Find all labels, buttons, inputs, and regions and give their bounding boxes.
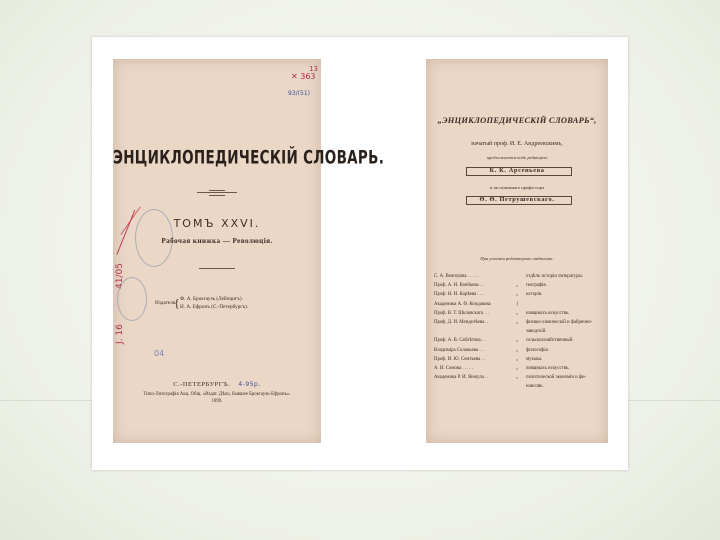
contributors-heading: При участіи редакторовъ отдѣловъ: [480,256,554,261]
contributor-row: Проф. И. Ю. Семтьева . . „ музыка. [434,356,543,362]
margin-note-2: J. 16 [115,324,125,344]
title-page-scan [113,59,385,443]
divider [199,268,235,269]
margin-number: 04 [154,349,165,358]
brace: { [174,296,180,310]
editor-2: Ѳ. Ѳ. Петрушевскаго. [479,196,555,203]
contributor-row: Проф. А. И. Воейкова . . „ географія. [434,283,547,289]
contributor-row: С. А. Венгерова . . . . . отдѣлъ исторіи литературы. [434,274,583,279]
city-name: С.-ПЕТЕРБУРГЪ. [173,381,231,388]
editor-1: К. К. Арсеньева [489,167,545,174]
volume-subtitle: Рабочая книжка — Революція. [161,237,273,245]
contributor-row: Проф. Д. И. Менделѣева. . „ физико-химическій и фабрично- [434,319,593,325]
contributor-row: А. И. Сомова . . . . . „ изящныхъ искусствъ. [434,365,570,371]
ornament-center [209,190,225,196]
library-stamp-2 [117,277,147,321]
contributor-row: Проф. В. Т. Шкловскаго. . . „ изящныхъ искусствъ. [434,310,570,316]
printer-line: Типо-Литографія Акц. Общ. «Издат. Дѣло, бывшее Брокгаузъ-Ефронъ». [143,392,291,397]
contributor-row: Владиміра Соловьева. . . „ философія. [434,347,549,353]
book-title: ЭНЦИКЛОПЕДИЧЕСКІЙ СЛОВАРЬ. [113,147,385,169]
shelf-mark: 93/(51) [288,90,310,97]
contributors-list [434,272,604,391]
handwritten-number-2: ✕ 363 [291,72,316,81]
volume-number: ТОМЪ XXVI. [173,217,261,230]
margin-note: 41/05 [115,263,125,289]
imprint-year: 1899. [211,399,223,404]
contributor-row: Проф. А. В. Саблѣтова. . . „ сельскохозяйственный. [434,338,574,344]
right-page-title: „ЭНЦИКЛОПЕДИЧЕСКІЙ СЛОВАРЬ“, [437,115,597,125]
continued-line: продолжается подъ редакціею [486,155,548,160]
contributor-row: заводскій. [526,329,547,335]
publishers-names [180,296,248,311]
scan-mount [92,37,628,470]
publishers-label: Издатели [155,300,176,306]
founder-line: начатый проф. И. Е. Андреевскимъ, [471,141,563,147]
professor-line: и заслуженнаго профессора [489,185,545,190]
contributor-row: нансовъ. [526,384,544,390]
half-title-page-scan [426,59,608,443]
publisher-1: Ф. А. Брокгаузъ (Лейпцигъ). [180,296,243,302]
handwritten-number: 13 [309,65,318,73]
contributor-row: Академика Р. И. Янжула . . „ политической экономіи и фи- [434,375,587,381]
imprint-city [113,381,321,388]
publisher-2: И. А. Ефронъ (С.-Петербургъ). [180,303,249,310]
contributor-row: Проф. Н. И. Карѣева . . . „ исторія. [434,292,543,298]
handwritten-price: 4-95р. [238,381,261,388]
contributor-row: Академика А. Ѳ. Кондакова } [434,301,519,307]
